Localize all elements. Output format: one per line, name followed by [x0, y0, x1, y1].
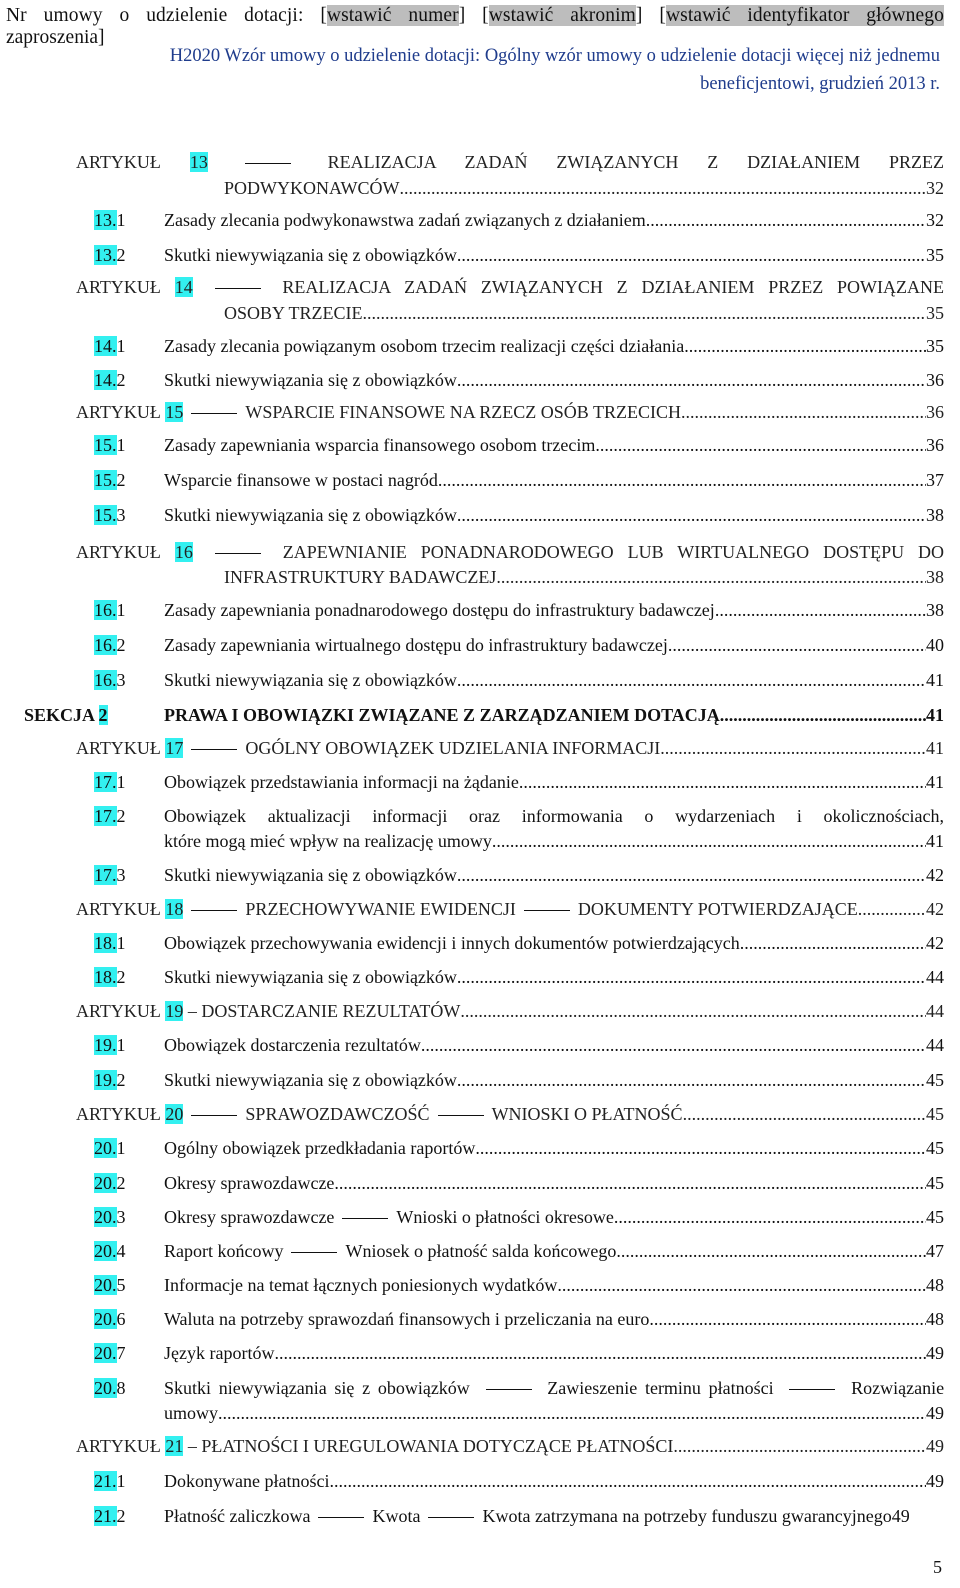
toc-article-20[interactable] — [76, 1100, 944, 1128]
toc-entry-14-2[interactable] — [94, 366, 944, 394]
entry-number: 20.5 — [94, 1275, 126, 1295]
entry-number: 14.2 — [94, 370, 126, 390]
entry-title: Obowiązek aktualizacji informacji oraz informowania o wydarzeniach i okolicznościach, — [164, 806, 944, 826]
toc-section-2[interactable] — [24, 701, 944, 729]
page-ref: 40 — [926, 635, 944, 655]
article-word: ARTYKUŁ — [76, 152, 161, 172]
entry-title: Skutki niewywiązania się z obowiązków — [164, 505, 457, 525]
toc-article-18[interactable] — [76, 895, 944, 923]
page-ref: 32 — [926, 178, 944, 198]
entry-title: Raport końcowy — [164, 1241, 284, 1261]
leader-dots — [457, 501, 926, 529]
toc-article-15[interactable] — [76, 398, 944, 426]
page-ref: 45 — [926, 1070, 944, 1090]
entry-number: 16.3 — [94, 670, 126, 690]
leader-dots — [457, 861, 926, 889]
toc-entry-20-6[interactable] — [94, 1305, 944, 1333]
page-ref: 41 — [926, 831, 944, 851]
article-title: OGÓLNY OBOWIĄZEK UDZIELANIA INFORMACJI — [245, 738, 661, 758]
page-ref: 36 — [926, 402, 944, 422]
document-header-line2: zaproszenia] — [6, 27, 105, 48]
entry-number: 17.2 — [94, 806, 126, 826]
page-ref: 48 — [926, 1309, 944, 1329]
entry-number: 16.1 — [94, 600, 126, 620]
page-ref: 49 — [891, 1506, 910, 1526]
entry-title: Obowiązek przedstawiania informacji na żądanie — [164, 772, 519, 792]
page-ref: 45 — [926, 1173, 944, 1193]
entry-title: Skutki niewywiązania się z obowiązków — [164, 245, 457, 265]
article-title: WNIOSKI O PŁATNOŚĆ — [491, 1104, 683, 1124]
entry-number: 20.1 — [94, 1138, 126, 1158]
leader-dots — [681, 398, 926, 426]
entry-title: Zasady zlecania powiązanym osobom trzecim realizacji części działania — [164, 336, 685, 356]
page-ref: 38 — [926, 600, 944, 620]
article-title: – PŁATNOŚCI I UREGULOWANIA DOTYCZĄCE PŁATNOŚCI — [187, 1436, 674, 1456]
entry-title: Skutki niewywiązania się z obowiązków — [164, 370, 457, 390]
article-word: ARTYKUŁ — [76, 402, 161, 422]
em-dash — [245, 163, 291, 164]
entry-title: Okresy sprawozdawcze — [164, 1173, 335, 1193]
article-number: 16 — [174, 542, 193, 562]
toc-entry-16-3[interactable] — [94, 666, 944, 694]
entry-number: 20.7 — [94, 1343, 126, 1363]
header-prefix: Nr umowy o udzielenie dotacji: [ — [6, 5, 327, 26]
entry-title: Kwota — [372, 1506, 421, 1526]
entry-number: 20.8 — [94, 1378, 126, 1398]
toc-article-21[interactable] — [76, 1432, 944, 1460]
entry-title: Informacje na temat łącznych poniesionych wydatków — [164, 1275, 558, 1295]
em-dash — [342, 1218, 388, 1219]
entry-number: 15.2 — [94, 470, 126, 490]
toc-entry-15-3[interactable] — [94, 501, 944, 529]
entry-title: Skutki niewywiązania się z obowiązków — [164, 1070, 457, 1090]
entry-title: Wniosek o płatność salda końcowego — [345, 1241, 617, 1261]
toc-entry-20-1[interactable] — [94, 1134, 944, 1162]
placeholder-acronym: wstawić akronim — [488, 5, 636, 26]
entry-number: 19.2 — [94, 1070, 126, 1090]
toc-entry-16-2[interactable] — [94, 631, 944, 659]
entry-number: 20.4 — [94, 1241, 126, 1261]
section-label: SEKCJA 2 — [24, 705, 108, 725]
toc-article-16-cont[interactable] — [224, 563, 944, 591]
toc-entry-20-2[interactable] — [94, 1169, 944, 1197]
page-ref: 48 — [926, 1275, 944, 1295]
article-number: 19 — [165, 1001, 184, 1021]
em-dash — [428, 1517, 474, 1518]
page-ref: 44 — [926, 1035, 944, 1055]
toc-entry-17-2-cont[interactable] — [164, 827, 944, 855]
header-sep: ] [ — [635, 5, 666, 26]
article-title: WSPARCIE FINANSOWE NA RZECZ OSÓB TRZECICH — [245, 402, 681, 422]
page-ref: 45 — [926, 1138, 944, 1158]
article-title: PRZECHOWYWANIE EWIDENCJI — [245, 899, 516, 919]
toc-entry-13-2[interactable] — [94, 241, 944, 269]
page-ref: 41 — [926, 670, 944, 690]
toc-entry-16-1[interactable] — [94, 596, 944, 624]
entry-number: 20.6 — [94, 1309, 126, 1329]
document-subtitle-line2: beneficjentowi, grudzień 2013 r. — [700, 74, 940, 94]
article-title-cont: INFRASTRUKTURY BADAWCZEJ — [224, 567, 497, 587]
entry-number: 14.1 — [94, 336, 126, 356]
entry-title: Wnioski o płatności okresowe — [396, 1207, 614, 1227]
entry-title: Skutki niewywiązania się z obowiązków — [164, 967, 457, 987]
entry-title: Płatność zaliczkowa — [164, 1506, 311, 1526]
toc-entry-17-2[interactable] — [94, 802, 944, 830]
leader-dots — [646, 206, 926, 234]
page-ref: 49 — [926, 1403, 944, 1423]
leader-dots — [668, 631, 926, 659]
leader-dots — [715, 596, 926, 624]
toc-entry-20-3[interactable] — [94, 1203, 944, 1231]
em-dash — [486, 1389, 532, 1390]
toc-entry-21-2[interactable] — [94, 1502, 944, 1530]
leader-dots — [720, 701, 926, 729]
entry-title-cont: umowy — [164, 1403, 218, 1423]
toc-article-17[interactable] — [76, 734, 944, 762]
article-number: 20 — [165, 1104, 184, 1124]
article-title: DOKUMENTY POTWIERDZAJĄCE — [577, 899, 858, 919]
article-word: ARTYKUŁ — [76, 899, 161, 919]
toc-article-13-cont[interactable] — [224, 174, 944, 202]
document-header — [6, 2, 944, 30]
toc-entry-20-7[interactable] — [94, 1339, 944, 1367]
entry-number: 20.3 — [94, 1207, 126, 1227]
entry-title-cont: które mogą mieć wpływ na realizację umowy — [164, 831, 492, 851]
toc-entry-21-1[interactable] — [94, 1467, 944, 1495]
leader-dots — [274, 1339, 926, 1367]
leader-dots — [457, 963, 926, 991]
leader-dots — [649, 1305, 926, 1333]
toc-entry-20-8-cont[interactable] — [164, 1399, 944, 1427]
leader-dots — [496, 563, 926, 591]
article-word: ARTYKUŁ — [76, 1001, 161, 1021]
entry-title: Zasady zapewniania wsparcia finansowego osobom trzecim — [164, 435, 596, 455]
article-number: 21 — [165, 1436, 184, 1456]
entry-title: Zasady zlecania podwykonawstwa zadań związanych z działaniem — [164, 210, 646, 230]
document-subtitle: H2020 Wzór umowy o udzielenie dotacji: Ogólny wzór umowy o udzielenie dotacji więcej niż jednemu — [169, 46, 940, 66]
article-word: ARTYKUŁ — [76, 542, 161, 562]
article-title: REALIZACJA ZADAŃ ZWIĄZANYCH Z DZIAŁANIEM PRZEZ — [327, 152, 945, 172]
leader-dots — [457, 366, 926, 394]
leader-dots — [683, 1100, 926, 1128]
article-title-cont: PODWYKONAWCÓW — [224, 178, 400, 198]
entry-title: Zawieszenie terminu płatności — [547, 1378, 774, 1398]
leader-dots — [475, 1134, 926, 1162]
entry-title: Język raportów — [164, 1343, 275, 1363]
leader-dots — [334, 1169, 926, 1197]
article-number: 18 — [165, 899, 184, 919]
leader-dots — [329, 1467, 926, 1495]
em-dash — [191, 1115, 237, 1116]
leader-dots — [363, 299, 926, 327]
toc-article-19[interactable] — [76, 997, 944, 1025]
toc-article-13[interactable] — [76, 148, 944, 176]
leader-dots — [673, 1432, 926, 1460]
leader-dots — [660, 734, 926, 762]
header-sep: ] [ — [458, 5, 489, 26]
leader-dots — [740, 929, 926, 957]
entry-title: Waluta na potrzeby sprawozdań finansowych i przeliczania na euro — [164, 1309, 650, 1329]
leader-dots — [519, 768, 926, 796]
article-number: 14 — [174, 277, 193, 297]
entry-title: Obowiązek dostarczenia rezultatów — [164, 1035, 421, 1055]
toc-entry-15-1[interactable] — [94, 431, 944, 459]
toc-entry-19-2[interactable] — [94, 1066, 944, 1094]
article-title-cont: OSOBY TRZECIE — [224, 303, 363, 323]
em-dash — [215, 553, 261, 554]
leader-dots — [614, 1203, 926, 1231]
article-title: – DOSTARCZANIE REZULTATÓW — [187, 1001, 461, 1021]
leader-dots — [400, 174, 926, 202]
page-ref: 42 — [926, 933, 944, 953]
page-ref: 35 — [926, 245, 944, 265]
page-ref: 49 — [926, 1343, 944, 1363]
leader-dots — [421, 1031, 926, 1059]
page-ref: 41 — [926, 738, 944, 758]
page-ref: 35 — [926, 303, 944, 323]
page-ref: 44 — [926, 967, 944, 987]
leader-dots — [492, 827, 926, 855]
entry-title: Obowiązek przechowywania ewidencji i innych dokumentów potwierdzających — [164, 933, 740, 953]
page-ref: 49 — [926, 1471, 944, 1491]
entry-title: Skutki niewywiązania się z obowiązków — [164, 670, 457, 690]
leader-dots — [557, 1271, 926, 1299]
toc-entry-15-2[interactable] — [94, 466, 944, 494]
toc-entry-17-1[interactable] — [94, 768, 944, 796]
em-dash — [291, 1252, 337, 1253]
leader-dots — [457, 241, 926, 269]
page-ref: 47 — [926, 1241, 944, 1261]
page-ref: 38 — [926, 567, 944, 587]
article-number: 15 — [165, 402, 184, 422]
page-ref: 42 — [926, 899, 944, 919]
leader-dots — [218, 1399, 926, 1427]
entry-number: 15.3 — [94, 505, 126, 525]
leader-dots — [457, 1066, 926, 1094]
entry-number: 13.2 — [94, 245, 126, 265]
toc-entry-19-1[interactable] — [94, 1031, 944, 1059]
section-title: PRAWA I OBOWIĄZKI ZWIĄZANE Z ZARZĄDZANIEM DOTACJĄ — [164, 705, 720, 725]
article-word: ARTYKUŁ — [76, 738, 161, 758]
toc-entry-17-3[interactable] — [94, 861, 944, 889]
entry-number: 19.1 — [94, 1035, 126, 1055]
entry-title: Wsparcie finansowe w postaci nagród — [164, 470, 438, 490]
toc-entry-18-2[interactable] — [94, 963, 944, 991]
entry-number: 15.1 — [94, 435, 126, 455]
page-ref: 35 — [926, 336, 944, 356]
entry-number: 16.2 — [94, 635, 126, 655]
toc-article-14[interactable] — [76, 273, 944, 301]
entry-title: Rozwiązanie — [851, 1378, 945, 1398]
article-number: 13 — [189, 152, 208, 172]
em-dash — [191, 749, 237, 750]
page-ref: 38 — [926, 505, 944, 525]
toc-entry-14-1[interactable] — [94, 332, 944, 360]
entry-title: Skutki niewywiązania się z obowiązków — [164, 1378, 470, 1398]
em-dash — [191, 413, 237, 414]
entry-number: 17.1 — [94, 772, 126, 792]
leader-dots — [684, 332, 926, 360]
article-title: REALIZACJA ZADAŃ ZWIĄZANYCH Z DZIAŁANIEM PRZEZ POWIĄZANE — [282, 277, 945, 297]
em-dash — [789, 1389, 835, 1390]
article-word: ARTYKUŁ — [76, 277, 161, 297]
entry-number: 21.2 — [94, 1506, 126, 1526]
article-title: ZAPEWNIANIE PONADNARODOWEGO LUB WIRTUALNEGO DOSTĘPU DO — [282, 542, 945, 562]
page-ref: 36 — [926, 435, 944, 455]
placeholder-number: wstawić numer — [326, 5, 459, 26]
page-ref: 42 — [926, 865, 944, 885]
entry-title: Zasady zapewniania ponadnarodowego dostępu do infrastruktury badawczej — [164, 600, 715, 620]
leader-dots — [616, 1237, 926, 1265]
toc-entry-20-5[interactable] — [94, 1271, 944, 1299]
placeholder-call-id: wstawić identyfikator głównego — [665, 5, 944, 26]
entry-title: Ogólny obowiązek przedkładania raportów — [164, 1138, 476, 1158]
leader-dots — [438, 466, 926, 494]
leader-dots — [460, 997, 926, 1025]
page-ref: 37 — [926, 470, 944, 490]
article-word: ARTYKUŁ — [76, 1436, 161, 1456]
toc-entry-20-4[interactable] — [94, 1237, 944, 1265]
leader-dots — [457, 666, 926, 694]
leader-dots — [858, 895, 926, 923]
toc-entry-13-1[interactable] — [94, 206, 944, 234]
toc-entry-20-8[interactable] — [94, 1374, 944, 1402]
entry-title: Zasady zapewniania wirtualnego dostępu do infrastruktury badawczej — [164, 635, 668, 655]
article-word: ARTYKUŁ — [76, 1104, 161, 1124]
entry-title: Skutki niewywiązania się z obowiązków — [164, 865, 457, 885]
toc-entry-18-1[interactable] — [94, 929, 944, 957]
page-number: 5 — [933, 1557, 942, 1577]
page-ref: 36 — [926, 370, 944, 390]
entry-title: Okresy sprawozdawcze — [164, 1207, 335, 1227]
em-dash — [191, 910, 237, 911]
page-ref: 49 — [926, 1436, 944, 1456]
em-dash — [524, 910, 570, 911]
em-dash — [215, 288, 261, 289]
entry-number: 21.1 — [94, 1471, 126, 1491]
article-title: SPRAWOZDAWCZOŚĆ — [245, 1104, 430, 1124]
entry-number: 18.1 — [94, 933, 126, 953]
page-ref: 32 — [926, 210, 944, 230]
entry-title: Kwota zatrzymana na potrzeby funduszu gwarancyjnego — [482, 1506, 892, 1526]
page-ref: 44 — [926, 1001, 944, 1021]
toc-article-16[interactable] — [76, 538, 944, 566]
entry-number: 20.2 — [94, 1173, 126, 1193]
page-ref: 41 — [926, 705, 944, 725]
page-ref: 41 — [926, 772, 944, 792]
entry-title: Dokonywane płatności — [164, 1471, 330, 1491]
entry-number: 17.3 — [94, 865, 126, 885]
em-dash — [438, 1115, 484, 1116]
page-ref: 45 — [926, 1104, 944, 1124]
entry-number: 13.1 — [94, 210, 126, 230]
toc-article-14-cont[interactable] — [224, 299, 944, 327]
article-number: 17 — [165, 738, 184, 758]
em-dash — [318, 1517, 364, 1518]
page-ref: 45 — [926, 1207, 944, 1227]
leader-dots — [595, 431, 926, 459]
entry-number: 18.2 — [94, 967, 126, 987]
